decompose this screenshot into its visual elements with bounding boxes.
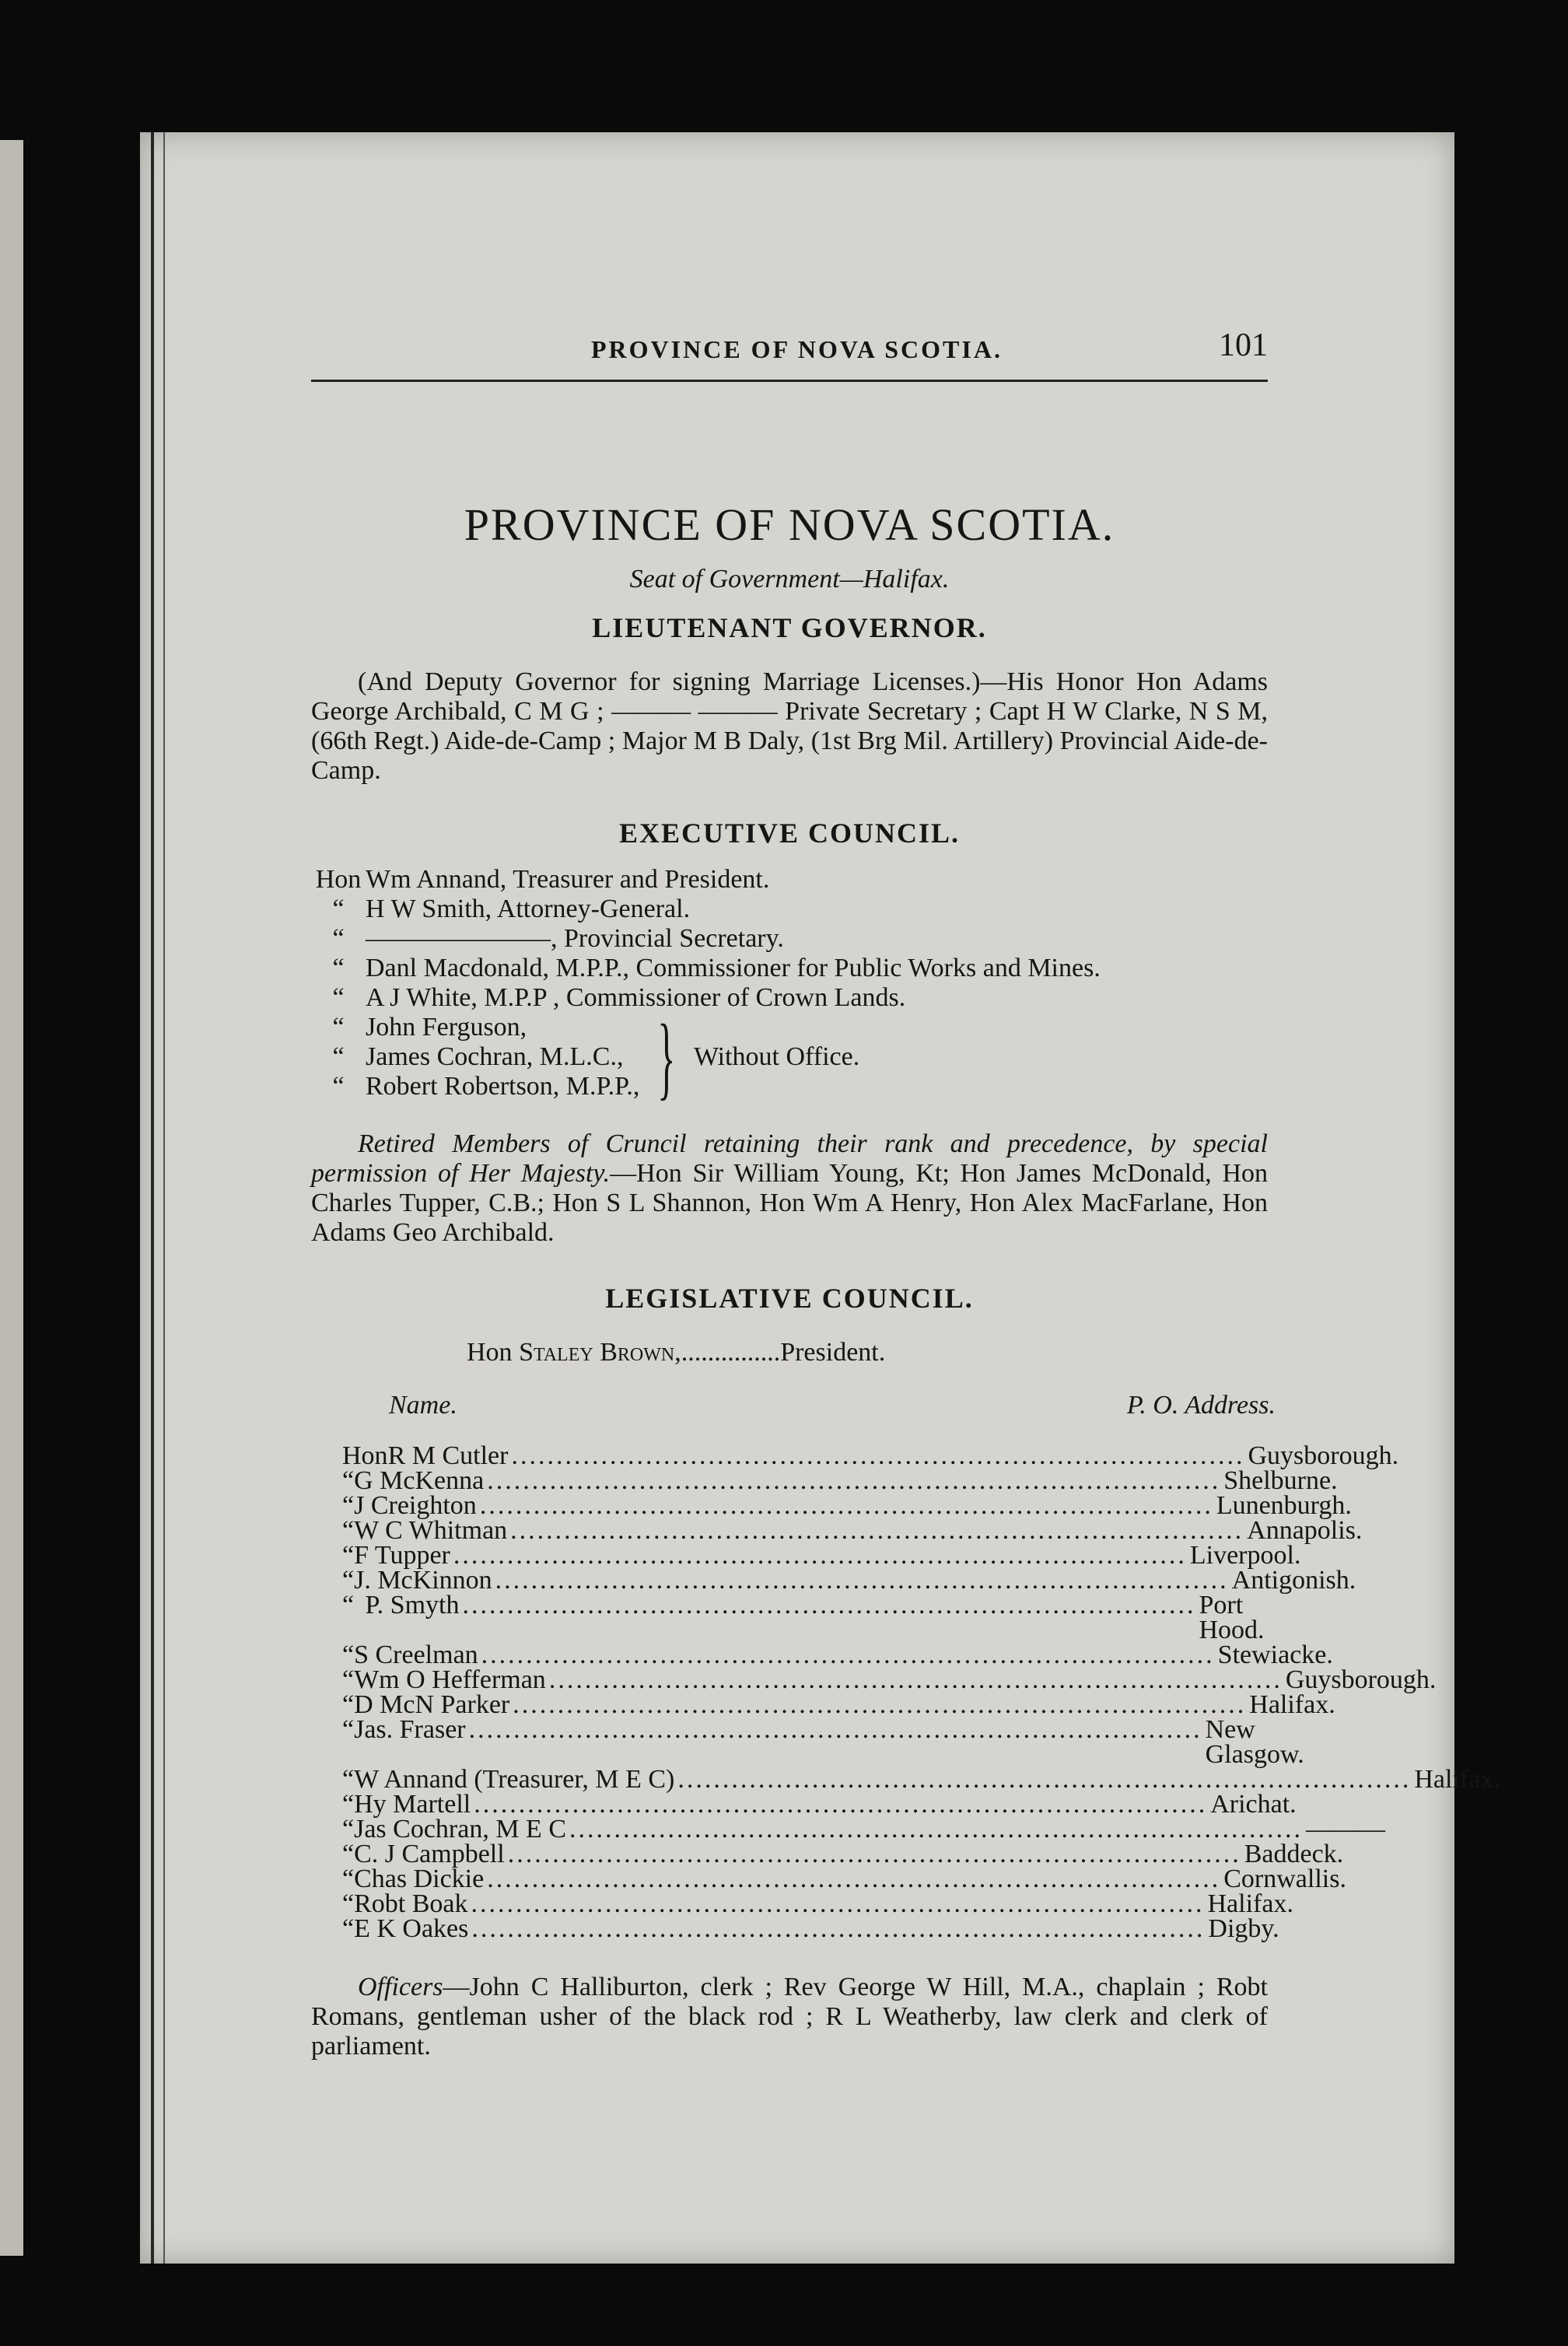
table-row (311, 1466, 1338, 1495)
member-address: Baddeck. (1244, 1840, 1344, 1868)
leader-dots: .................................................................................. (495, 1566, 1229, 1595)
member-address: Digby. (1208, 1914, 1279, 1943)
member-prefix: “ (332, 895, 345, 923)
executive-council-heading: EXECUTIVE COUNCIL. (618, 818, 961, 849)
table-row (311, 1715, 1304, 1769)
member-prefix: “ (342, 1466, 355, 1495)
member-prefix: “ (332, 1072, 345, 1101)
member-prefix: “ (342, 1765, 355, 1794)
member-text: Wm Annand, Treasurer and President. (366, 865, 770, 894)
column-headers (311, 1391, 1276, 1420)
member-name: Jas. Fraser (354, 1715, 466, 1744)
retired-members-label: Retired Members of Cruncil retaining their rank and precedence, by special permission of Her Majesty. (311, 1129, 1268, 1188)
member-address: Shelburne. (1223, 1466, 1338, 1495)
member-prefix: “ (332, 954, 345, 982)
table-row (311, 1865, 1346, 1893)
member-address: Cornwallis. (1223, 1865, 1346, 1893)
member-text: H W Smith, Attorney-General. (366, 895, 691, 923)
leader-dots: .................................................................................. (487, 1466, 1221, 1495)
legislative-council-heading: LEGISLATIVE COUNCIL. (605, 1283, 974, 1314)
member-prefix: “ (342, 1516, 355, 1545)
officers-paragraph (311, 1973, 1268, 2061)
column-name-header: Name. (389, 1391, 457, 1420)
page-subtitle: Seat of Government—Halifax. (629, 565, 950, 594)
member-prefix: “ (342, 1566, 355, 1595)
member-prefix: “ (342, 1491, 355, 1520)
member-prefix: “ (342, 1914, 355, 1943)
member-address: Port Hood. (1199, 1591, 1265, 1644)
retired-members-paragraph (311, 1129, 1268, 1248)
spine-line (151, 132, 154, 2264)
member-prefix: “ (332, 983, 345, 1012)
lieutenant-governor-text: (And Deputy Governor for signing Marriage Licenses.)—His Honor Hon Adams George Archibald, C M G ; ——— ——— Private Secretary ; Capt H W Clarke, N S M, (66th Regt.) Aide-de-Camp ; Major M B Daly, (1st Brg Mil. Artillery) Provincial Aide-de-Camp. (311, 667, 1268, 785)
member-address: Annapolis. (1247, 1516, 1363, 1545)
member-prefix: “ (342, 1715, 355, 1744)
list-item (311, 983, 1423, 1013)
member-name: D McN Parker (354, 1690, 510, 1719)
without-office-names (311, 1013, 639, 1101)
member-address: Halifax. (1414, 1765, 1500, 1794)
member-text: Danl Macdonald, M.P.P., Commissioner for Public Works and Mines. (366, 954, 1101, 982)
president-prefix: Hon (467, 1338, 513, 1367)
member-prefix: “ (342, 1591, 355, 1619)
member-prefix: “ (332, 924, 345, 953)
member-prefix: “ (342, 1690, 355, 1719)
leader-dots: .................................................................................. (548, 1665, 1283, 1694)
member-name: J. McKinnon (354, 1566, 492, 1595)
member-name: Chas Dickie (354, 1865, 485, 1893)
running-header (311, 327, 1268, 382)
member-prefix: Hon (342, 1441, 388, 1470)
member-prefix: “ (342, 1790, 355, 1819)
leader-dots: .................................................................................. (511, 1441, 1245, 1470)
member-address: Guysborough. (1248, 1441, 1399, 1470)
member-name: P. Smyth (365, 1591, 460, 1619)
brace-icon: } (657, 1005, 676, 1108)
table-row (311, 1690, 1335, 1719)
member-name: Jas Cochran, M E C (354, 1815, 567, 1844)
leader-dots: .................................................................................. (468, 1715, 1202, 1744)
member-name: Wm O Hefferman (354, 1665, 546, 1694)
table-row (311, 1566, 1356, 1595)
table-row (311, 1593, 1268, 1643)
leader-dots: .................................................................................. (677, 1765, 1412, 1794)
member-name: C. J Campbell (354, 1840, 505, 1868)
table-row (311, 1491, 1352, 1520)
list-item (311, 954, 1423, 983)
member-text: A J White, M.P.P , Commissioner of Crown Lands. (366, 983, 906, 1012)
member-address: New Glasgow. (1205, 1715, 1304, 1769)
member-address: Liverpool. (1189, 1541, 1301, 1570)
column-address-header: P. O. Address. (1126, 1391, 1276, 1420)
president-name: Staley Brown, (519, 1338, 681, 1367)
member-prefix: “ (342, 1541, 355, 1570)
member-prefix: “ (342, 1640, 355, 1669)
list-item (311, 1013, 639, 1042)
list-item (311, 865, 1423, 895)
member-name: G McKenna (354, 1466, 485, 1495)
table-row (311, 1840, 1344, 1868)
member-prefix: “ (342, 1815, 355, 1844)
member-name: E K Oakes (354, 1914, 469, 1943)
list-item (311, 924, 1423, 954)
executive-council-list (311, 865, 1423, 1108)
page-content (311, 327, 1500, 2061)
member-prefix: Hon (315, 865, 362, 894)
officers-text: —John C Halliburton, clerk ; Rev George W Hill, M.A., chaplain ; Robt Romans, gentleman usher of the black rod ; R L Weatherby, law clerk and clerk of parliament. (311, 1973, 1268, 2061)
officers-label: Officers (358, 1973, 443, 2001)
table-row (311, 1765, 1500, 1794)
leader-dots: .................................................................................. (471, 1889, 1205, 1918)
table-row (311, 1441, 1399, 1470)
retired-members-text: —Hon Sir William Young, Kt; Hon James McDonald, Hon Charles Tupper, C.B.; Hon S L Shannon, Hon Wm A Henry, Hon Alex MacFarlane, Hon Adams Geo Archibald. (311, 1159, 1268, 1247)
president-dots: ............... (681, 1338, 781, 1367)
member-name: R M Cutler (387, 1441, 509, 1470)
member-address: Arichat. (1210, 1790, 1297, 1819)
member-address: Antigonish. (1231, 1566, 1356, 1595)
leader-dots: .................................................................................. (513, 1690, 1247, 1719)
page-number: 101 (1219, 327, 1268, 363)
legislative-president (311, 1338, 1423, 1367)
table-row (311, 1640, 1333, 1669)
table-row (311, 1815, 1386, 1844)
member-address: Halifax. (1249, 1690, 1335, 1719)
leader-dots: .................................................................................. (453, 1541, 1187, 1570)
member-prefix: “ (332, 1042, 345, 1071)
legislative-members-list (311, 1441, 1500, 1943)
member-text: ———————, Provincial Secretary. (366, 924, 784, 953)
page-title: PROVINCE OF NOVA SCOTIA. (464, 499, 1115, 550)
leader-dots: .................................................................................. (479, 1491, 1213, 1520)
list-item (311, 1072, 639, 1101)
table-row (311, 1665, 1437, 1694)
leader-dots: .................................................................................. (569, 1815, 1304, 1844)
table-row (311, 1889, 1293, 1918)
table-row (311, 1516, 1363, 1545)
member-text: Robert Robertson, M.P.P., (366, 1072, 640, 1101)
member-prefix: “ (342, 1865, 355, 1893)
member-prefix: “ (342, 1889, 355, 1918)
member-name: W C Whitman (354, 1516, 508, 1545)
member-name: Hy Martell (354, 1790, 471, 1819)
member-address: Stewiacke. (1217, 1640, 1333, 1669)
running-title: PROVINCE OF NOVA SCOTIA. (591, 335, 1003, 363)
adjacent-page-edge (0, 140, 23, 2256)
member-prefix: “ (342, 1665, 355, 1694)
leader-dots: .................................................................................. (481, 1640, 1215, 1669)
list-item (311, 1042, 639, 1072)
lieutenant-governor-heading: LIEUTENANT GOVERNOR. (592, 612, 987, 643)
list-item (311, 895, 1423, 924)
spine-line-inner (163, 132, 165, 2264)
without-office-group (311, 1005, 1423, 1108)
book-page (140, 132, 1500, 2264)
president-role: President. (780, 1338, 886, 1367)
member-name: F Tupper (354, 1541, 450, 1570)
member-name: W Annand (Treasurer, M E C) (354, 1765, 675, 1794)
member-prefix: “ (332, 1013, 345, 1042)
leader-dots: .................................................................................. (471, 1914, 1206, 1943)
leader-dots: .................................................................................. (474, 1790, 1208, 1819)
leader-dots: .................................................................................. (487, 1865, 1221, 1893)
leader-dots: .................................................................................. (507, 1840, 1241, 1868)
member-prefix: “ (342, 1840, 355, 1868)
member-text: James Cochran, M.L.C., (366, 1042, 624, 1071)
member-address: Halifax. (1207, 1889, 1293, 1918)
member-text: John Ferguson, (366, 1013, 527, 1042)
member-address: Guysborough. (1285, 1665, 1437, 1694)
table-row (311, 1790, 1297, 1819)
member-name: J Creighton (354, 1491, 477, 1520)
table-row (311, 1541, 1301, 1570)
leader-dots: .................................................................................. (510, 1516, 1244, 1545)
member-name: Robt Boak (354, 1889, 468, 1918)
leader-dots: .................................................................................. (462, 1591, 1196, 1619)
member-address: ——— (1306, 1815, 1386, 1844)
member-address: Lunenburgh. (1216, 1491, 1352, 1520)
table-row (311, 1914, 1279, 1943)
member-name: S Creelman (354, 1640, 478, 1669)
without-office-label: Without Office. (693, 1042, 860, 1071)
